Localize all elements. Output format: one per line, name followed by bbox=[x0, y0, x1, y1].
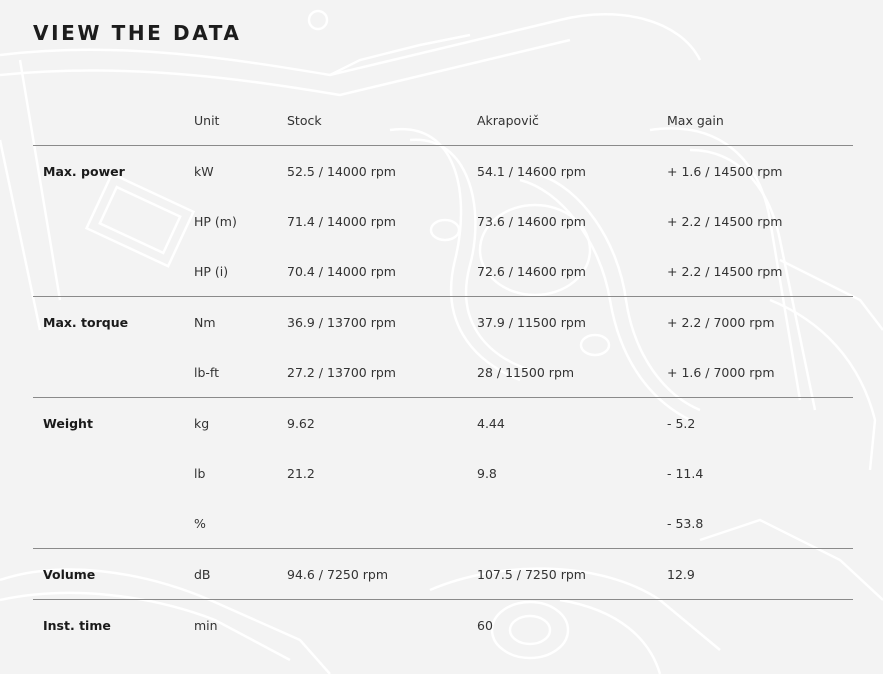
header-stock: Stock bbox=[287, 112, 322, 128]
cell-unit: lb-ft bbox=[194, 364, 219, 380]
cell-stock: 71.4 / 14000 rpm bbox=[287, 213, 396, 229]
header-max-gain: Max gain bbox=[667, 112, 724, 128]
cell-akrapovic: 54.1 / 14600 rpm bbox=[477, 146, 667, 197]
cell-stock: 94.6 / 7250 rpm bbox=[287, 549, 477, 600]
cell-unit: % bbox=[194, 515, 206, 531]
row-metric-label bbox=[33, 448, 194, 498]
cell-akrapovic: 72.6 / 14600 rpm bbox=[477, 263, 586, 279]
table-row bbox=[33, 600, 853, 651]
cell-akrapovic: 9.8 bbox=[477, 465, 497, 481]
cell-max-gain: + 2.2 / 7000 rpm bbox=[667, 297, 853, 348]
cell-akrapovic: 73.6 / 14600 rpm bbox=[477, 213, 586, 229]
cell-unit: lb bbox=[194, 465, 206, 481]
row-metric-label: Volume bbox=[33, 549, 194, 600]
row-metric-label bbox=[33, 246, 194, 297]
table-row bbox=[33, 549, 853, 600]
cell-stock bbox=[287, 498, 477, 549]
table-row bbox=[33, 297, 853, 348]
cell-max-gain: - 5.2 bbox=[667, 398, 853, 449]
cell-max-gain: - 53.8 bbox=[667, 515, 704, 531]
cell-unit: dB bbox=[194, 549, 287, 600]
cell-max-gain: + 2.2 / 14500 rpm bbox=[667, 263, 783, 279]
cell-stock: 27.2 / 13700 rpm bbox=[287, 364, 396, 380]
header-metric bbox=[33, 95, 194, 146]
cell-akrapovic: 4.44 bbox=[477, 398, 667, 449]
cell-akrapovic: 28 / 11500 rpm bbox=[477, 364, 575, 380]
cell-max-gain: 12.9 bbox=[667, 549, 853, 600]
table-header-row bbox=[33, 95, 853, 146]
row-metric-label bbox=[33, 347, 194, 398]
row-metric-label bbox=[33, 498, 194, 549]
table-row bbox=[33, 448, 853, 498]
header-unit: Unit bbox=[194, 112, 220, 128]
cell-unit: min bbox=[194, 600, 287, 651]
cell-max-gain bbox=[667, 600, 853, 651]
cell-akrapovic bbox=[477, 498, 667, 549]
table-row bbox=[33, 246, 853, 297]
cell-stock: 36.9 / 13700 rpm bbox=[287, 297, 477, 348]
cell-max-gain: + 1.6 / 14500 rpm bbox=[667, 146, 853, 197]
cell-stock bbox=[287, 600, 477, 651]
cell-unit: kW bbox=[194, 146, 287, 197]
cell-unit: HP (m) bbox=[194, 213, 237, 229]
cell-akrapovic: 60 bbox=[477, 600, 667, 651]
row-metric-label: Max. torque bbox=[33, 297, 194, 348]
cell-akrapovic: 107.5 / 7250 rpm bbox=[477, 549, 667, 600]
table-row bbox=[33, 196, 853, 246]
cell-stock: 70.4 / 14000 rpm bbox=[287, 263, 396, 279]
page-title: VIEW THE DATA bbox=[33, 21, 242, 45]
table-row bbox=[33, 146, 853, 197]
cell-stock: 9.62 bbox=[287, 398, 477, 449]
row-metric-label: Inst. time bbox=[33, 600, 194, 651]
row-metric-label: Max. power bbox=[33, 146, 194, 197]
cell-unit: kg bbox=[194, 398, 287, 449]
cell-max-gain: + 2.2 / 14500 rpm bbox=[667, 213, 783, 229]
cell-max-gain: - 11.4 bbox=[667, 465, 704, 481]
row-metric-label: Weight bbox=[33, 398, 194, 449]
cell-stock: 52.5 / 14000 rpm bbox=[287, 146, 477, 197]
row-metric-label bbox=[33, 196, 194, 246]
cell-max-gain: + 1.6 / 7000 rpm bbox=[667, 364, 775, 380]
header-akrapovic: Akrapovič bbox=[477, 112, 539, 128]
cell-unit: HP (i) bbox=[194, 263, 229, 279]
cell-stock: 21.2 bbox=[287, 465, 315, 481]
table-row bbox=[33, 498, 853, 549]
table-row bbox=[33, 398, 853, 449]
table-row bbox=[33, 347, 853, 398]
cell-unit: Nm bbox=[194, 297, 287, 348]
performance-data-table bbox=[33, 95, 853, 650]
cell-akrapovic: 37.9 / 11500 rpm bbox=[477, 297, 667, 348]
